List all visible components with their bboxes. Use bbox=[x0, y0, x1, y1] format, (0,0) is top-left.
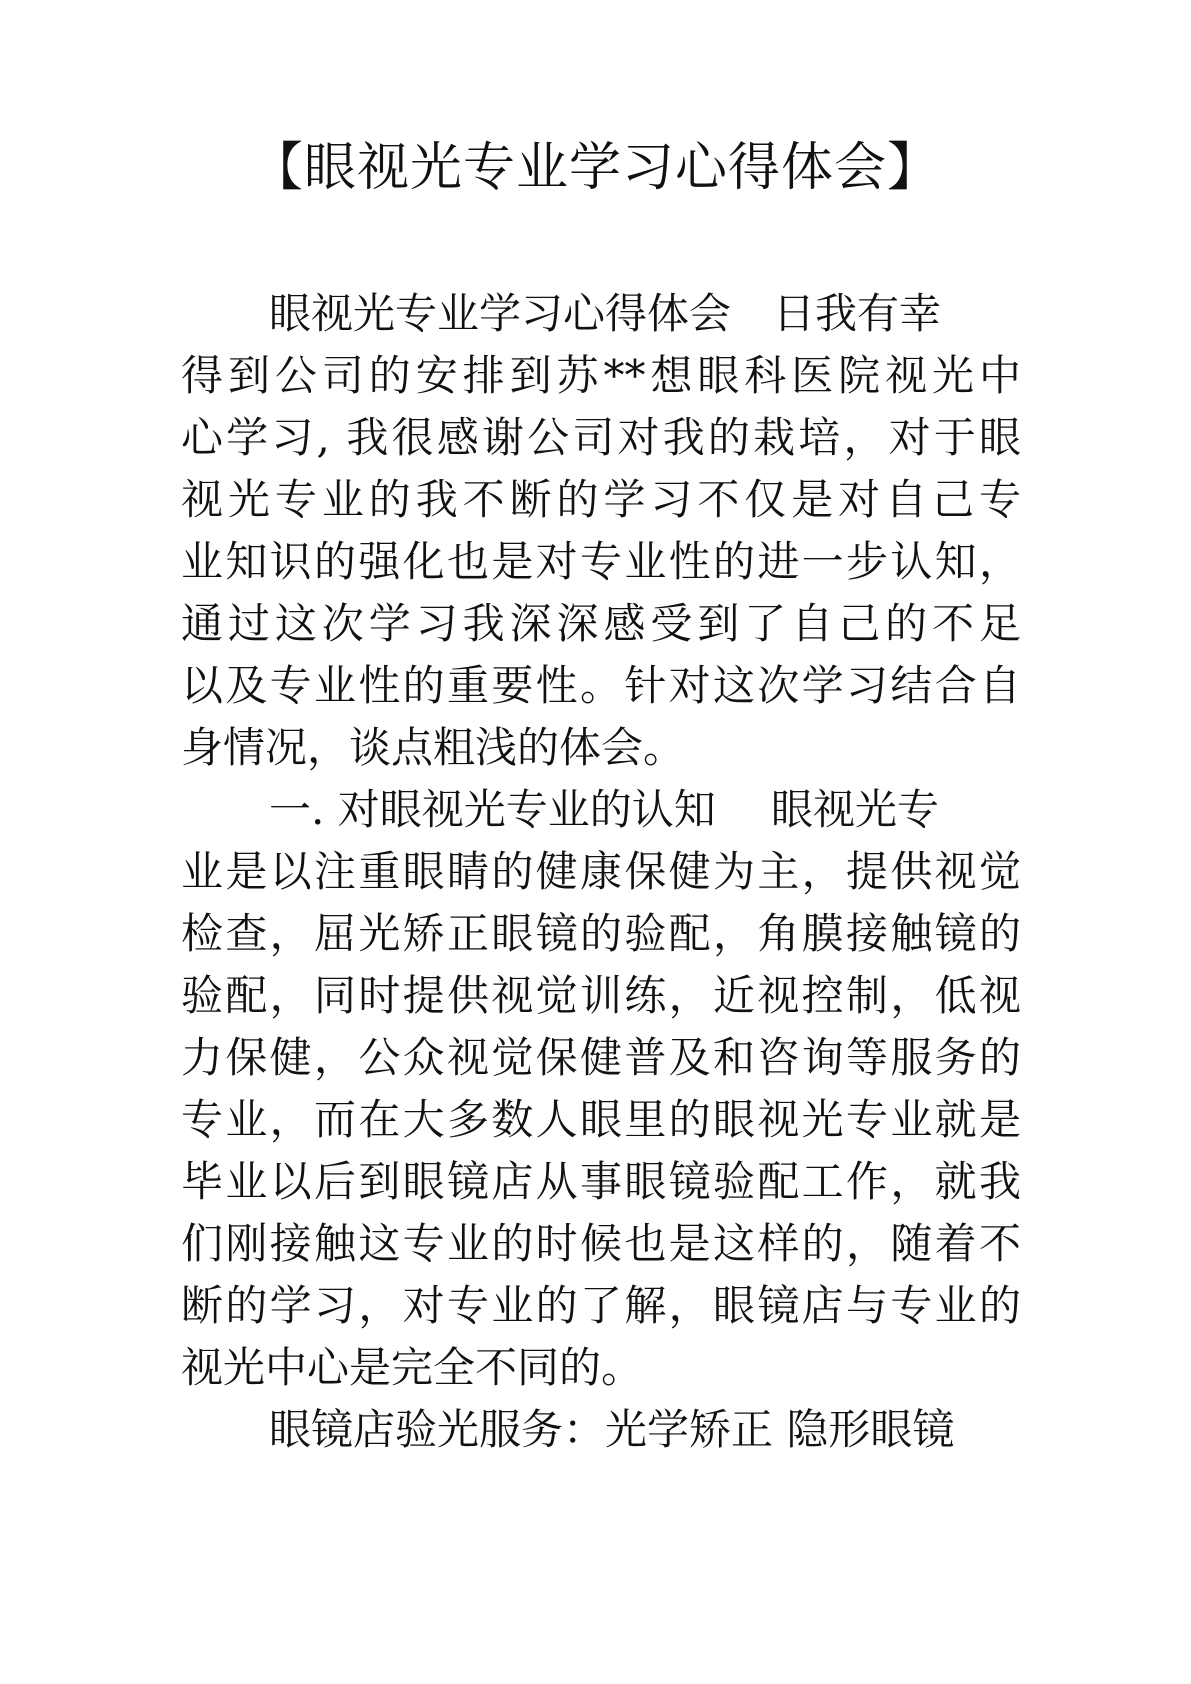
paragraph-line: 视光专业的我不断的学习不仅是对自己专 bbox=[181, 475, 1021, 524]
paragraph-line: 专业，而在大多数人眼里的眼视光专业就是 bbox=[181, 1095, 1021, 1144]
paragraph-line: 业知识的强化也是对专业性的进一步认知， bbox=[181, 537, 1021, 586]
paragraph-line: 通过这次学习我深深感受到了自己的不足 bbox=[181, 599, 1021, 648]
paragraph-line: 检查，屈光矫正眼镜的验配，角膜接触镜的 bbox=[181, 909, 1021, 958]
paragraph-line: 们刚接触这专业的时候也是这样的，随着不 bbox=[181, 1219, 1021, 1268]
paragraph-line: 以及专业性的重要性。针对这次学习结合自 bbox=[181, 661, 1021, 710]
document-body bbox=[181, 283, 1021, 1461]
paragraph-line: 心学习, 我很感谢公司对我的栽培，对于眼 bbox=[181, 413, 1021, 462]
paragraph-line: 毕业以后到眼镜店从事眼镜验配工作，就我 bbox=[181, 1157, 1021, 1206]
paragraph-line: 得到公司的安排到苏**想眼科医院视光中 bbox=[181, 351, 1021, 400]
paragraph-line: 视光中心是完全不同的。 bbox=[181, 1343, 644, 1392]
paragraph-line: 业是以注重眼睛的健康保健为主，提供视觉 bbox=[181, 847, 1021, 896]
paragraph-line: 眼镜店验光服务：光学矫正 隐形眼镜 bbox=[269, 1405, 955, 1454]
document-title: 【眼视光专业学习心得体会】 bbox=[250, 138, 940, 198]
paragraph-line: 断的学习，对专业的了解，眼镜店与专业的 bbox=[181, 1281, 1021, 1330]
paragraph-line: 眼视光专业学习心得体会 日我有幸 bbox=[269, 289, 942, 338]
paragraph-line: 力保健，公众视觉保健普及和咨询等服务的 bbox=[181, 1033, 1021, 1082]
paragraph-line: 验配，同时提供视觉训练，近视控制，低视 bbox=[181, 971, 1021, 1020]
paragraph-line: 身情况，谈点粗浅的体会。 bbox=[181, 723, 686, 772]
section-heading-line: 一. 对眼视光专业的认知 眼视光专 bbox=[269, 785, 940, 834]
